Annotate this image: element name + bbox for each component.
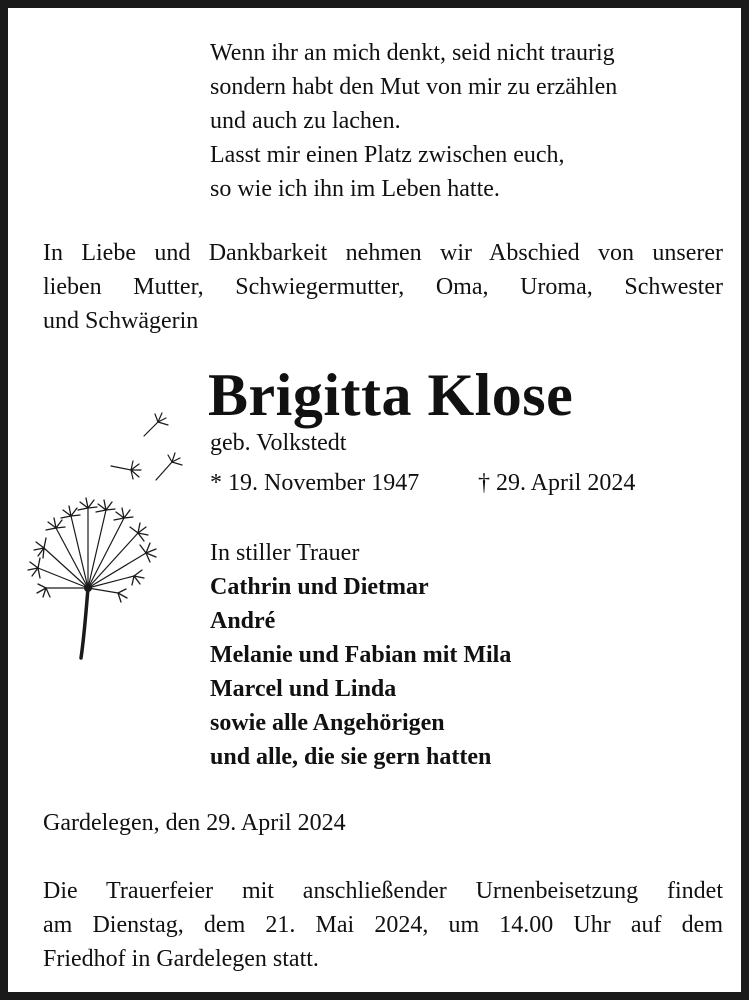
poem-line: sondern habt den Mut von mir zu erzählen	[210, 74, 618, 100]
funeral-line: Die Trauerfeier mit anschließender Urnenbeisetzung findet	[43, 878, 723, 904]
mourner-name: André	[210, 608, 276, 634]
mourners-intro: In stiller Trauer	[210, 540, 360, 566]
intro-line: und Schwägerin	[43, 308, 199, 334]
intro-line: In Liebe und Dankbarkeit nehmen wir Abschied von unserer	[43, 240, 723, 266]
deceased-name: Brigitta Klose	[208, 362, 574, 428]
birth-name: geb. Volkstedt	[210, 430, 347, 456]
death-date: † 29. April 2024	[478, 470, 636, 496]
mourner-name: sowie alle Angehörigen	[210, 710, 445, 736]
funeral-line: am Dienstag, dem 21. Mai 2024, um 14.00 Uhr auf dem	[43, 912, 723, 938]
birth-date: * 19. November 1947	[210, 470, 420, 496]
poem-line: und auch zu lachen.	[210, 108, 401, 134]
life-dates	[210, 466, 636, 500]
mourner-name: Cathrin und Dietmar	[210, 574, 429, 600]
poem-line: so wie ich ihn im Leben hatte.	[210, 176, 500, 202]
mourner-name: und alle, die sie gern hatten	[210, 744, 492, 770]
poem-line: Wenn ihr an mich denkt, seid nicht traurig	[210, 40, 615, 66]
intro-line: lieben Mutter, Schwiegermutter, Oma, Uroma, Schwester	[43, 274, 723, 300]
place-date: Gardelegen, den 29. April 2024	[43, 810, 346, 836]
poem-line: Lasst mir einen Platz zwischen euch,	[210, 142, 565, 168]
mourner-name: Marcel und Linda	[210, 676, 397, 702]
mourner-name: Melanie und Fabian mit Mila	[210, 642, 512, 668]
funeral-line: Friedhof in Gardelegen statt.	[43, 946, 319, 972]
dandelion-icon	[26, 408, 196, 673]
